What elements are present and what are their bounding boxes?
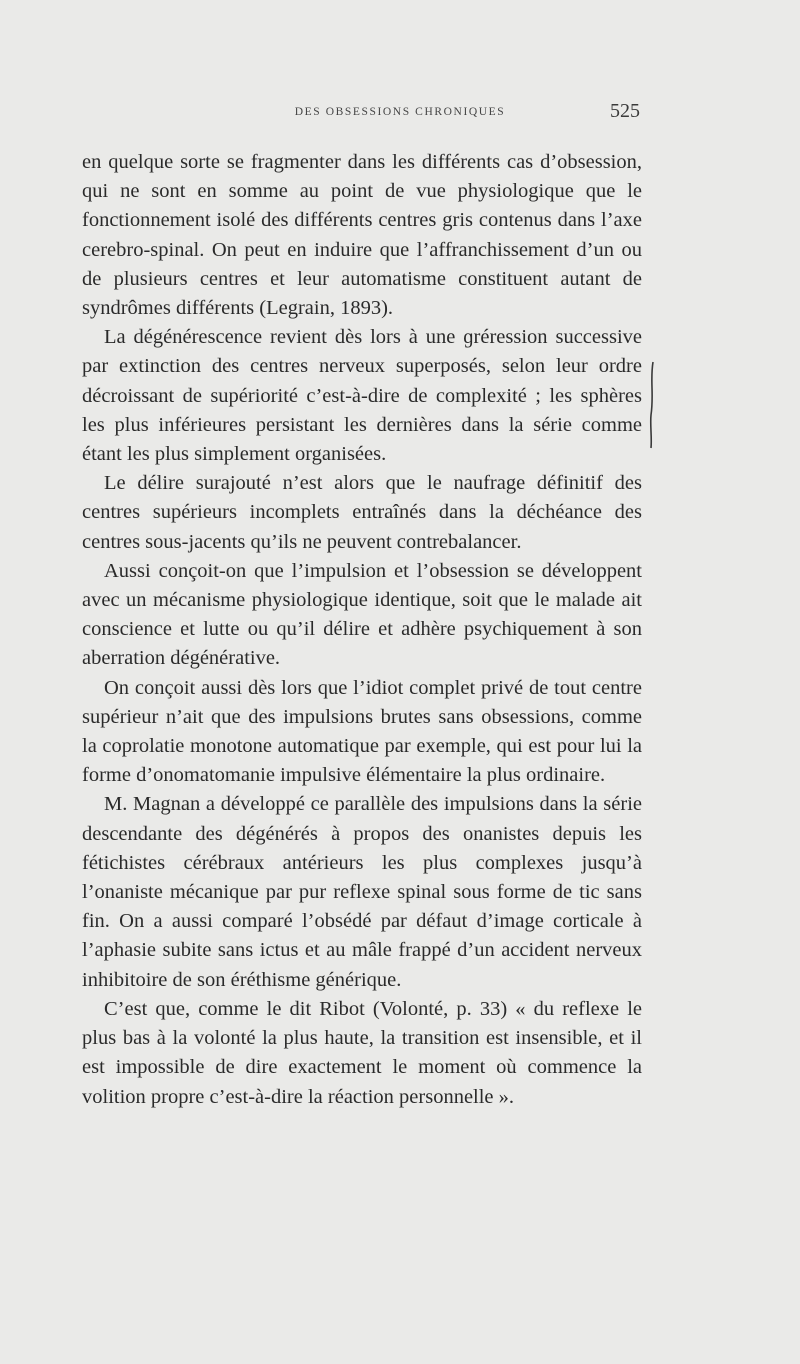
body-text [82,148,642,1112]
paragraph: La dégénérescence revient dès lors à une ɡréression successive par extinction des centres nerveux superposés, selon leur ordre décroissant de supériorité c’est-à-dire de complexité ; les sphères les plus inférieures persistant les dernières dans la série comme étant les plus simplement organisées. [82,326,642,466]
paragraph: Le délire surajouté n’est alors que le naufrage définitif des centres supérieurs incomplets entraînés dans la déchéance des centres sous-jacents qu’ils ne peuvent contrebalancer. [82,472,642,553]
paragraph: C’est que, comme le dit Ribot (Volonté, p. 33) « du reflexe le plus bas à la volonté la plus haute, la transition est insensible, et il est impossible de dire exactement le moment où commence la volition propre c’est-à-dire la réaction personnelle ». [82,997,642,1108]
paragraph: M. Magnan a développé ce parallèle des impulsions dans la série descendante des dégénérés à propos des onanistes depuis les fétichistes cérébraux antérieurs les plus complexes jusqu’à l’onaniste mécanique par pur reflexe spinal sous forme de tic sans fin. On a aussi comparé l’obsédé par défaut d’image corticale à l’aphasie subite sans ictus et au mâle frappé d’un accident nerveux inhibitoire de son éréthisme générique. [82,793,642,991]
page-number: 525 [610,100,640,122]
running-title: DES OBSESSIONS CHRONIQUES [294,106,506,118]
running-head [0,100,800,124]
margin-pencil-mark [648,360,656,450]
paragraph: On conçoit aussi dès lors que l’idiot complet privé de tout centre supérieur n’ait que des impulsions brutes sans obsessions, comme la coprolatie monotone automatique par exemple, qui est pour lui la forme d’onomatomanie impulsive élémentaire la plus ordinaire. [82,676,642,787]
paragraph: Aussi conçoit-on que l’impulsion et l’obsession se développent avec un mécanisme physiologique identique, soit que le malade ait conscience et lutte ou qu’il délire et adhère psychiquement à son aberration dégénérative. [82,559,642,670]
paragraph: en quelque sorte se fragmenter dans les différents cas d’obsession, qui ne sont en somme au point de vue physiologique que le fonctionnement isolé des différents centres gris contenus dans l’axe cerebro-spinal. On peut en induire que l’affranchissement d’un ou de plusieurs centres et leur automatisme constituent autant de syndrômes différents (Legrain, 1893). [82,151,642,320]
